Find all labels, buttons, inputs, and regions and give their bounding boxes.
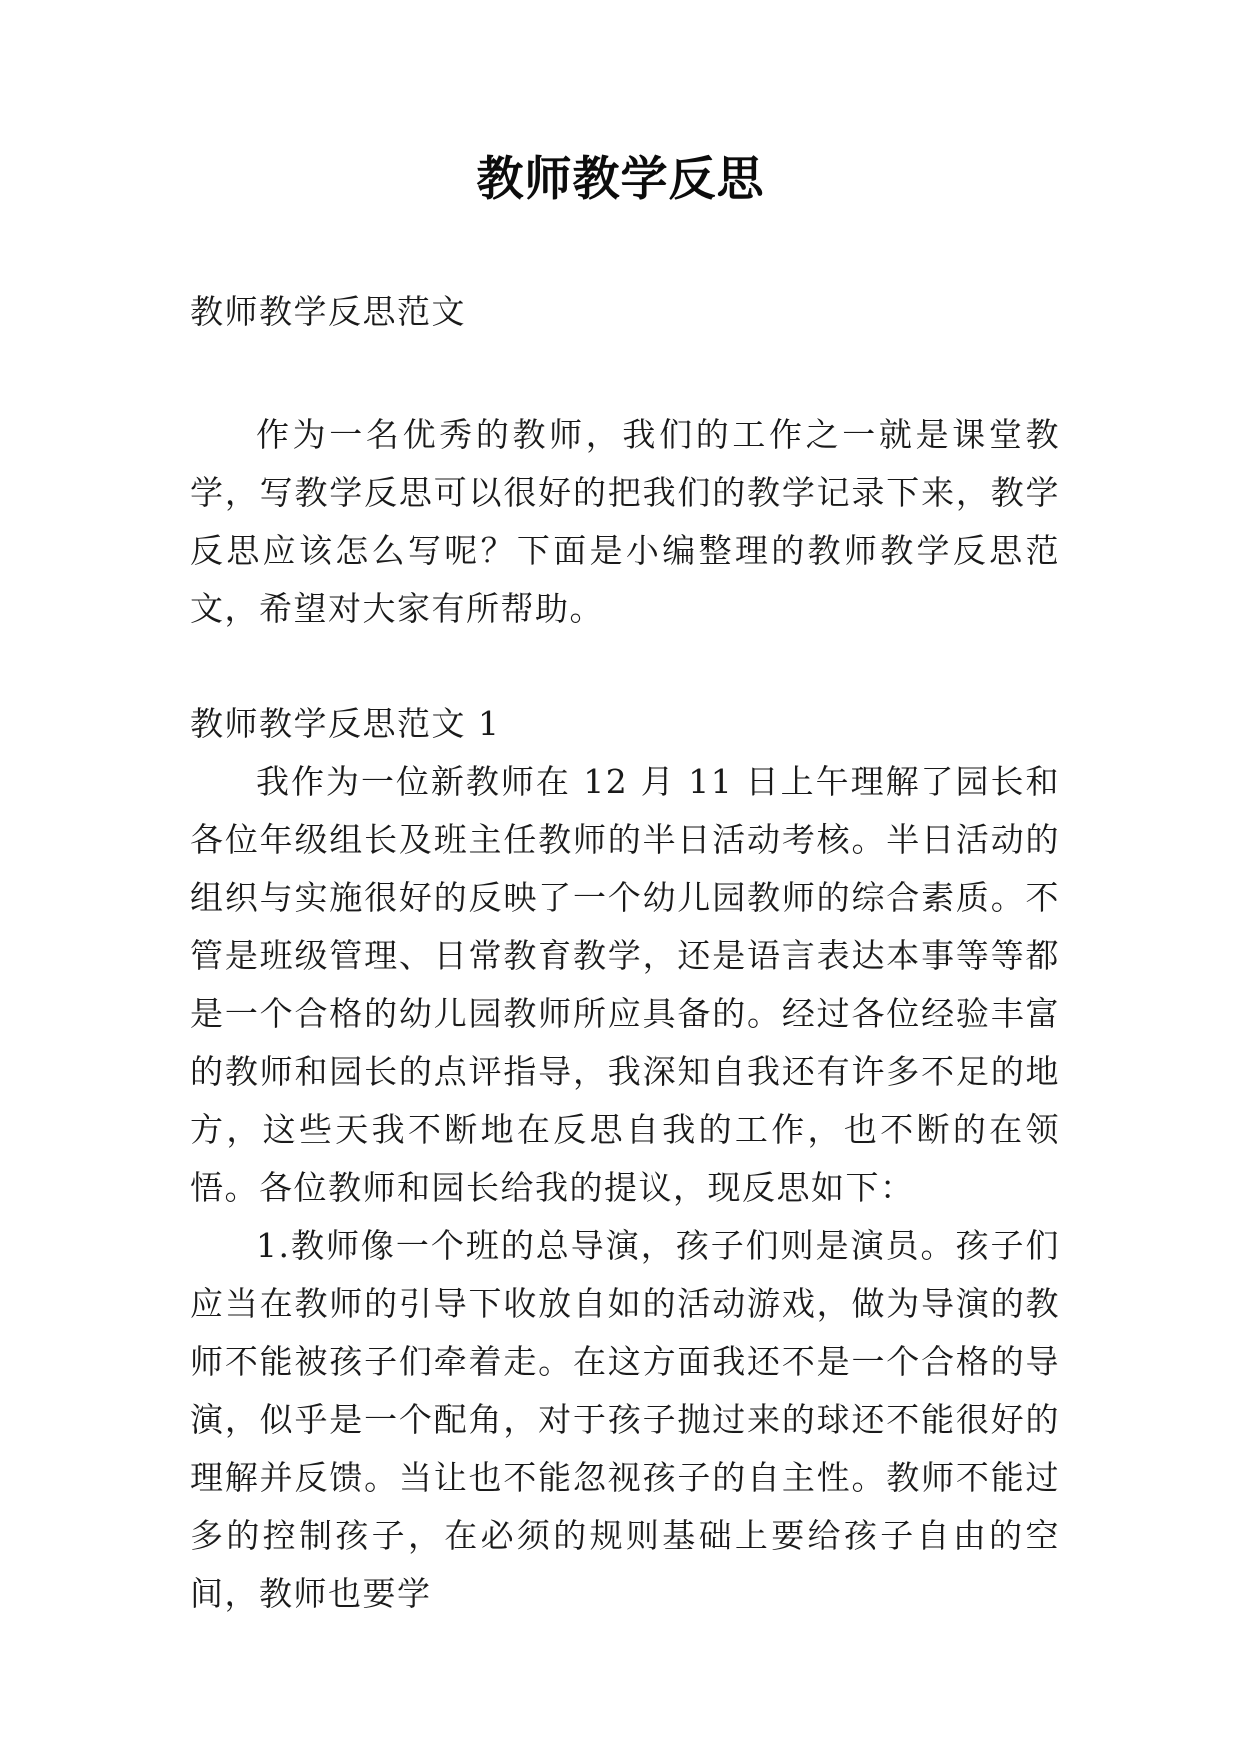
document-title: 教师教学反思 [476,152,765,207]
body-paragraph: 我作为一位新教师在 12 月 11 日上午理解了园长和各位年级组长及班主任教师的半日活动考核。半日活动的组织与实施很好的反映了一个幼儿园教师的综合素质。不管是班级管理、日常教育教学，还是语言表达本事等等都是一个合格的幼儿园教师所应具备的。经过各位经验丰富的教师和园长的点评指导，我深知自我还有许多不足的地方，这些天我不断地在反思自我的工作，也不断的在领悟。各位教师和园长给我的提议，现反思如下： [190,762,1060,1207]
document-subtitle: 教师教学反思范文 [190,292,466,331]
section-heading: 教师教学反思范文 1 [190,704,501,743]
body-paragraph: 1.教师像一个班的总导演，孩子们则是演员。孩子们应当在教师的引导下收放自如的活动游戏，做为导演的教师不能被孩子们牵着走。在这方面我还不是一个合格的导演，似乎是一个配角，对于孩子抛过来的球还不能很好的理解并反馈。当让也不能忽视孩子的自主性。教师不能过多的控制孩子，在必须的规则基础上要给孩子自由的空间，教师也要学 [190,1226,1060,1613]
intro-paragraph: 作为一名优秀的教师，我们的工作之一就是课堂教学，写教学反思可以很好的把我们的教学记录下来，教学反思应该怎么写呢？下面是小编整理的教师教学反思范文，希望对大家有所帮助。 [190,415,1060,628]
